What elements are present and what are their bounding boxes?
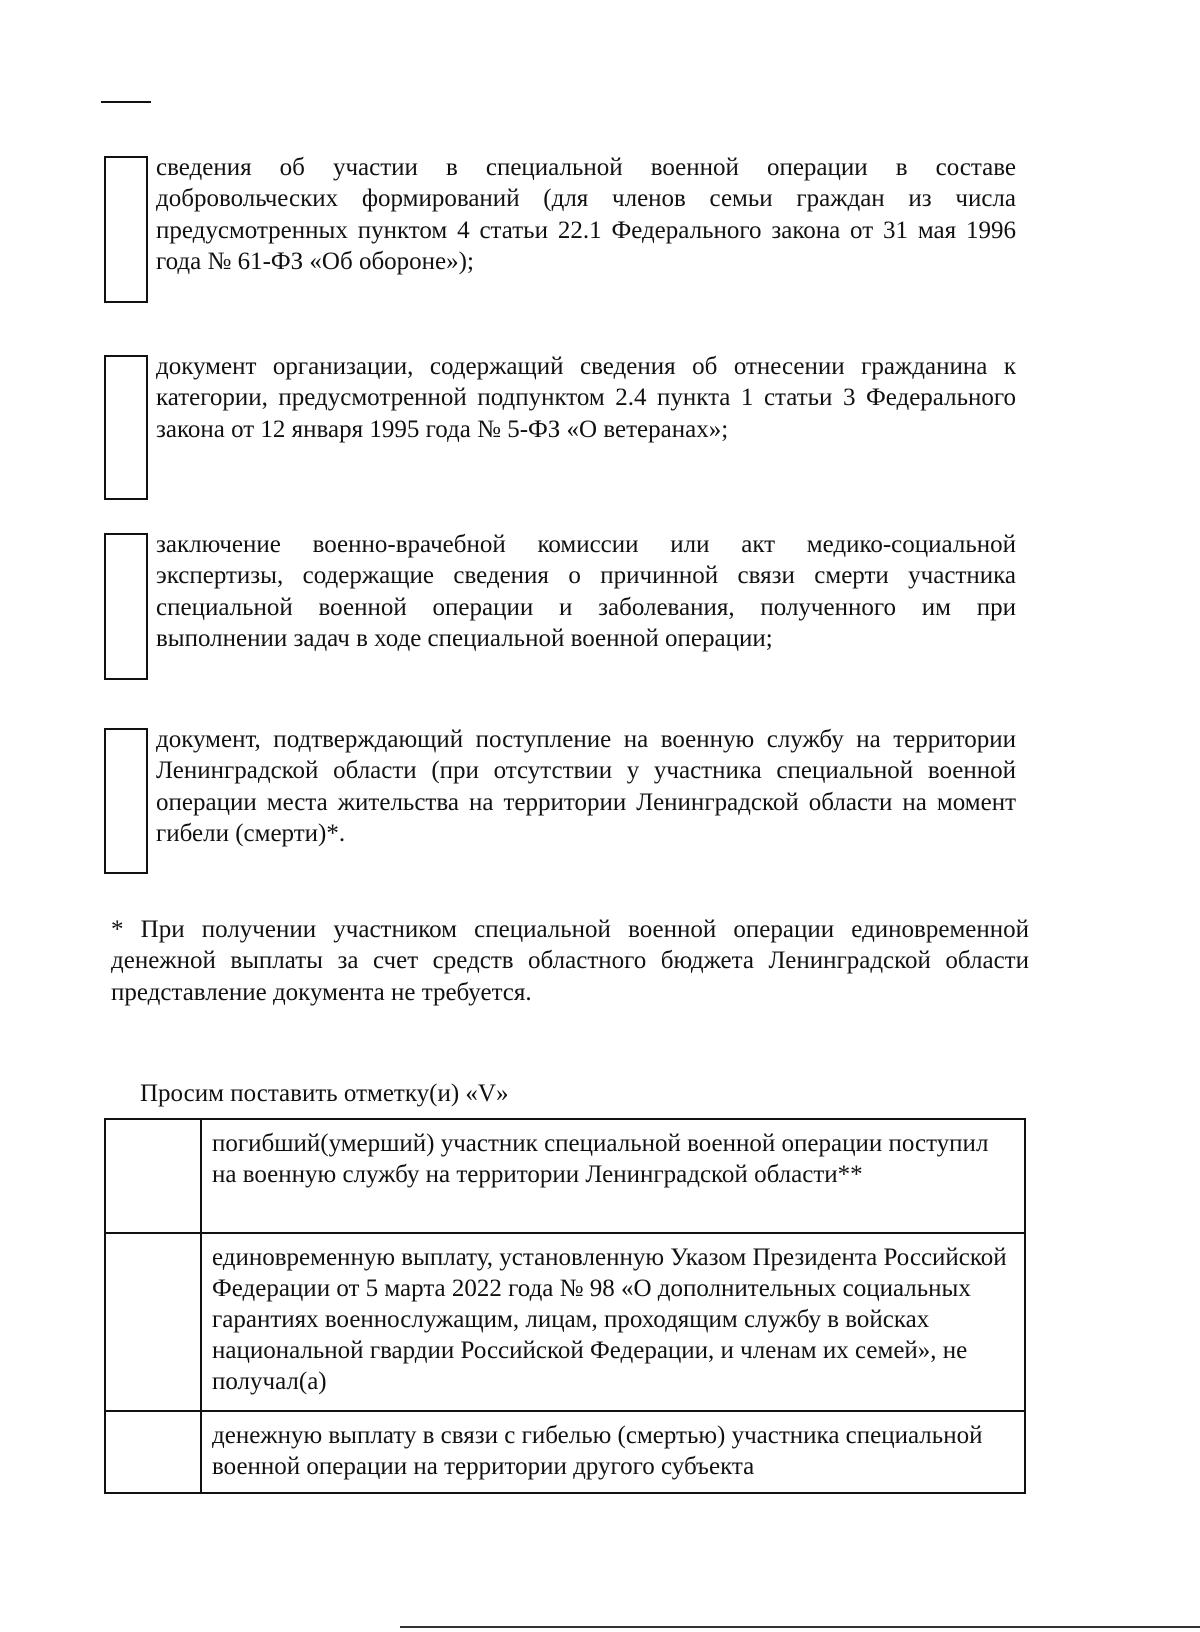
mark-cell-presidential-payment[interactable] [105,1233,201,1411]
item-text: документ, подтверждающий поступление на военную службу на территории Ленинградской области (при отсутствии у участника специальной военной операции места жительства на территории Ленинградской области на момент гибели (смерти)*. [156,726,1016,847]
mark-request-label: Просим поставить отметку(и) «V» [140,1080,509,1107]
choice-text: погибший(умерший) участник специальной военной операции поступил на военную службу на территории Ленинградской области** [201,1119,1025,1233]
checkbox-medical-commission[interactable] [104,533,148,680]
item-text: документ организации, содержащий сведения об отнесении гражданина к категории, предусмотренной подпунктом 2.4 пункта 1 статьи 3 Федерального закона от 12 января 1995 года № 5-ФЗ «О ветеранах»; [156,353,1016,443]
mark-cell-enlisted-in-region[interactable] [105,1119,201,1233]
checkbox-volunteer-formations[interactable] [104,156,148,303]
item-text: сведения об участии в специальной военной операции в составе добровольческих формирований (для членов семьи граждан из числа предусмотренных пунктом 4 статьи 22.1 Федерального закона от 31 мая 1996 года № 61-ФЗ «Об обороне»); [156,154,1016,275]
choices-table [104,1118,1026,1494]
table-row [105,1411,1025,1493]
bottom-edge-line [400,1626,1200,1628]
checkbox-military-service[interactable] [104,728,148,874]
table-row [105,1233,1025,1411]
item-text: заключение военно-врачебной комиссии или акт медико-социальной экспертизы, содержащие сведения о причинной связи смерти участника специальной военной операции и заболевания, полученного им при выполнении задач в ходе специальной военной операции; [156,531,1016,652]
checkbox-veteran-category[interactable] [104,355,148,500]
table-row [105,1119,1025,1233]
top-rule [101,101,151,103]
choice-text: единовременную выплату, установленную Указом Президента Российской Федерации от 5 марта 2022 года № 98 «О дополнительных социальных гарантиях военнослужащим, лицам, проходящим службу в войсках национальной гвардии Российской Федерации, и членам их семей», не получал(а) [201,1233,1025,1411]
choice-text: денежную выплату в связи с гибелью (смертью) участника специальной военной операции на территории другого субъекта [201,1411,1025,1493]
mark-cell-other-region-payment[interactable] [105,1411,201,1493]
footnote: * При получении участником специальной военной операции единовременной денежной выплаты за счет средств областного бюджета Ленинградской области представление документа не требуется. [111,916,1029,1006]
